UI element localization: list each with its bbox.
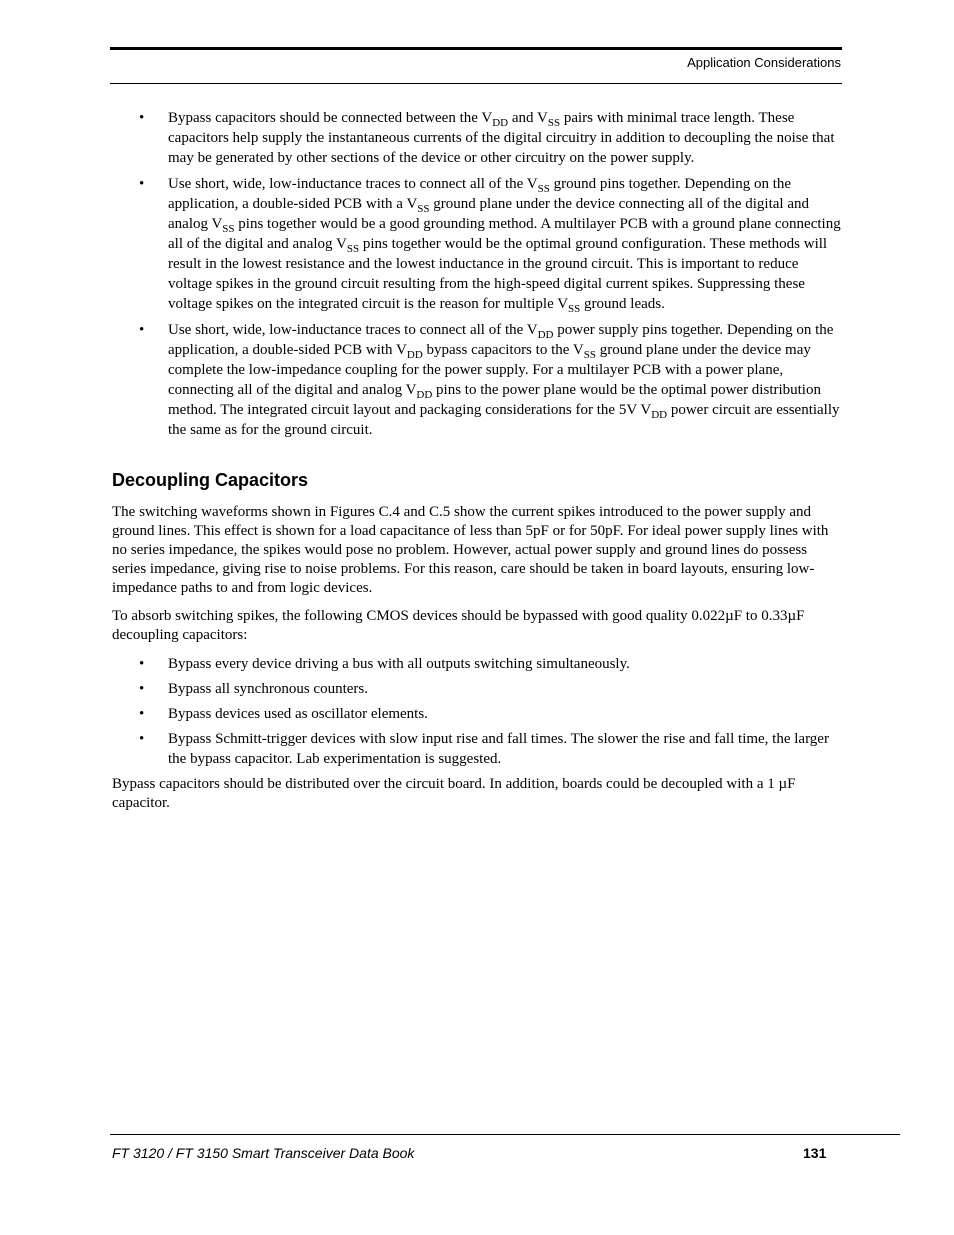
list-item-text: Bypass devices used as oscillator elements.	[168, 706, 428, 722]
text-run: pins together would be the optimal ground configuration. These methods will result in the lowest resistance and the lowest inductance in the ground circuit. This is important to reduce voltage spikes in the ground circuit resulting from the high-speed digital current spikes. Suppressing these voltage spikes on the integrated circuit is the reason for multiple V	[168, 236, 828, 312]
list-item-text: Bypass all synchronous counters.	[168, 681, 368, 697]
subscript: SS	[417, 203, 430, 215]
text-run: Use short, wide, low-inductance traces to connect all of the V	[168, 322, 538, 338]
subscript: SS	[346, 243, 360, 255]
text-run: Bypass capacitors should be connected between the V	[168, 110, 493, 126]
list-item	[112, 320, 842, 440]
subscript: DD	[492, 117, 509, 129]
subscript: SS	[547, 117, 561, 129]
text-run: ground pins together. Depending on the application, a double-sided PCB with a V	[168, 176, 792, 212]
subscript: DD	[537, 329, 554, 341]
subscript: SS	[222, 223, 235, 235]
paragraph-distribution: Bypass capacitors should be distributed over the circuit board. In addition, boards could be decoupled with a 1 µF capacitor.	[112, 776, 796, 811]
subscript: SS	[537, 183, 550, 195]
text-run: and V	[508, 110, 548, 126]
bullet-icon: •	[139, 176, 145, 192]
paragraph-switching-waveforms: The switching waveforms shown in Figures C.4 and C.5 show the current spikes introduced to the power supply and ground lines. This effect is shown for a load capacitance of less than 5pF or for 50pF. For ideal power supply lines with no series impedance, the spikes would pose no problem. However, actual power supply and ground lines do possess series impedance, giving rise to noise problems. For this reason, care should be taken in board layouts, ensuring low-impedance paths to and from logic devices.	[112, 504, 829, 596]
list-item-text	[168, 110, 835, 166]
bullet-icon: •	[139, 322, 145, 338]
footer-rule	[110, 1134, 900, 1135]
subscript: DD	[416, 389, 433, 401]
list-item	[112, 174, 842, 314]
text-run: pins together would be a good grounding method. A multilayer PCB with a ground plane connecting all of the digital and analog V	[168, 216, 841, 252]
text-run: pins to the power plane would be the optimal power distribution method. The integrated circuit layout and packaging considerations for the 5V V	[168, 382, 821, 418]
list-item-text	[168, 176, 841, 315]
list-item-text	[168, 322, 840, 438]
list-item	[112, 729, 842, 769]
list-item-text: Bypass Schmitt-trigger devices with slow input rise and fall times. The slower the rise and fall time, the larger the bypass capacitor. Lab experimentation is suggested.	[168, 731, 829, 767]
paragraph-absorb-spikes: To absorb switching spikes, the following CMOS devices should be bypassed with good quality 0.022µF to 0.33µF decoupling capacitors:	[112, 608, 805, 643]
bullet-icon: •	[139, 681, 145, 697]
page-body	[112, 108, 842, 822]
bullet-icon: •	[139, 706, 145, 722]
bullet-icon: •	[139, 110, 145, 126]
text-run: ground plane under the device connecting all of the digital and analog V	[168, 196, 809, 232]
text-run: ground plane under the device may complete the low-impedance coupling for the power supply. For a multilayer PCB with a power plane, connecting all of the digital and analog V	[168, 342, 811, 398]
text-run: bypass capacitors to the V	[422, 342, 584, 358]
header-bottom-rule	[110, 83, 842, 84]
subscript: SS	[583, 349, 596, 361]
list-item-text: Bypass every device driving a bus with all outputs switching simultaneously.	[168, 656, 630, 672]
header-top-rule	[110, 47, 842, 50]
text-run: power circuit are essentially the same as for the ground circuit.	[168, 402, 840, 438]
subscript: DD	[651, 409, 668, 421]
list-item	[112, 704, 842, 724]
footer-book-title: FT 3120 / FT 3150 Smart Transceiver Data Book	[112, 1145, 415, 1161]
page-number: 131	[803, 1145, 827, 1161]
text-run: Use short, wide, low-inductance traces to connect all of the V	[168, 176, 538, 192]
list-item	[112, 108, 842, 168]
section-heading: Decoupling Capacitors	[112, 470, 309, 490]
list-item	[112, 654, 842, 674]
subscript: SS	[568, 303, 581, 315]
text-run: pairs with minimal trace length. These capacitors help supply the instantaneous currents of the digital circuitry in addition to decoupling the noise that may be generated by other sections of the device or other circuitry on the power supply.	[168, 110, 835, 166]
running-header: Application Considerations	[687, 55, 841, 70]
bullet-icon: •	[139, 731, 145, 747]
bullet-icon: •	[139, 656, 145, 672]
list-item	[112, 679, 842, 699]
subscript: DD	[406, 349, 423, 361]
text-run: power supply pins together. Depending on the application, a double-sided PCB with V	[168, 322, 834, 358]
text-run: ground leads.	[580, 296, 665, 312]
bullet-list-layout	[112, 108, 842, 440]
bullet-list-bypass	[112, 654, 842, 769]
